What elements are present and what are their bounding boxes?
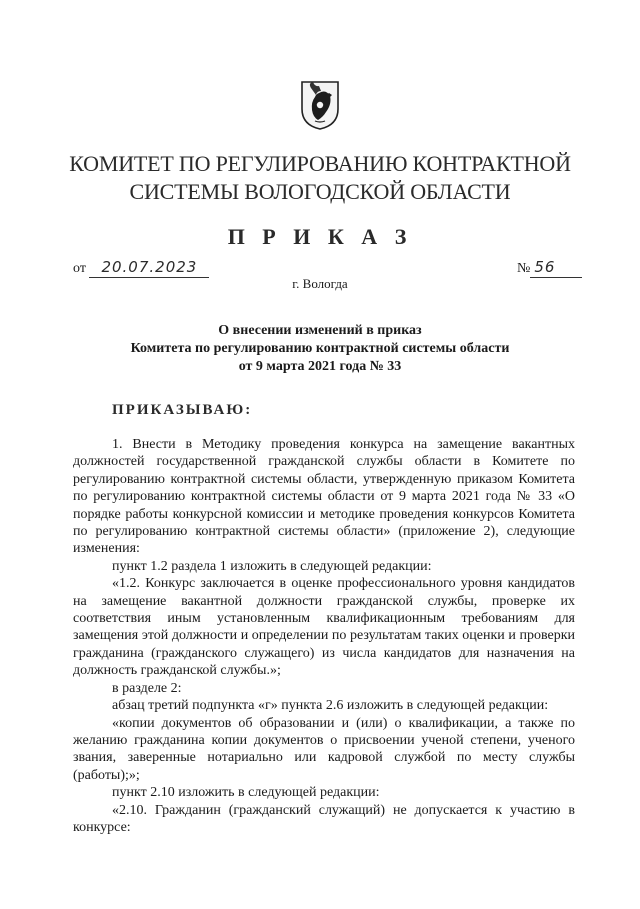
paragraph-2: пункт 1.2 раздела 1 изложить в следующей редакции: [112, 558, 432, 574]
subject-line2: Комитета по регулированию контрактной системы области [130, 341, 510, 356]
date-value: 20.07.2023 [101, 258, 198, 276]
paragraph-8: «2.10. Гражданин (гражданский служащий) не допускается к участию в конкурсе: [73, 802, 575, 835]
paragraph-5: абзац третий подпункта «г» пункта 2.6 изложить в следующей редакции: [112, 698, 549, 714]
decree-heading: ПРИКАЗЫВАЮ: [112, 402, 253, 418]
organization-name [60, 150, 580, 206]
paragraph-1: 1. Внести в Методику проведения конкурса на замещение вакантных должностей государственной гражданской службы области в Комитете по регулированию контрактной системы области, утвержденную приказом Комитета по регулированию контрактной системы области от 9 марта 2021 года № 33 «О порядке работы конкурсной комиссии и методике проведения конкурсов Комитета по регулированию контрактной системы области» (приложение 2), следующие изменения: [73, 437, 575, 557]
order-number [517, 258, 582, 278]
order-body [73, 436, 575, 836]
date-prefix: от [73, 261, 86, 276]
paragraph-7: пункт 2.10 изложить в следующей редакции: [112, 785, 380, 801]
subject-line3: от 9 марта 2021 года № 33 [238, 359, 402, 374]
subject-line1: О внесении изменений в приказ [218, 323, 422, 338]
paragraph-3: «1.2. Конкурс заключается в оценке профессионального уровня кандидатов на замещение вакантной должности гражданской службы, проверке их соответствия иным установленным квалификационным требованиям для замещения этой должности и определении по результатам таких оценки и проверки гражданина (гражданского служащего) из числа кандидатов для назначения на должность гражданской службы.»; [73, 576, 575, 679]
org-name-line2: СИСТЕМЫ ВОЛОГОДСКОЙ ОБЛАСТИ [129, 179, 511, 204]
order-subject [100, 322, 540, 376]
city-name: г. Вологда [292, 276, 348, 291]
document-type-title: П Р И К А З [227, 224, 413, 249]
paragraph-6: «копии документов об образовании и (или) о квалификации, а также по желанию гражданина копии документов о присвоении ученой степени, ученого звания, заверенные нотариально или кадровой службой по месту службы (работы);»; [73, 715, 575, 783]
paragraph-4: в разделе 2: [112, 680, 182, 696]
order-date [73, 258, 209, 278]
vologda-coat-of-arms-icon [299, 79, 341, 131]
number-prefix: № [517, 261, 531, 276]
org-name-line1: КОМИТЕТ ПО РЕГУЛИРОВАНИЮ КОНТРАКТНОЙ [69, 151, 571, 176]
number-value: 56 [534, 258, 556, 276]
